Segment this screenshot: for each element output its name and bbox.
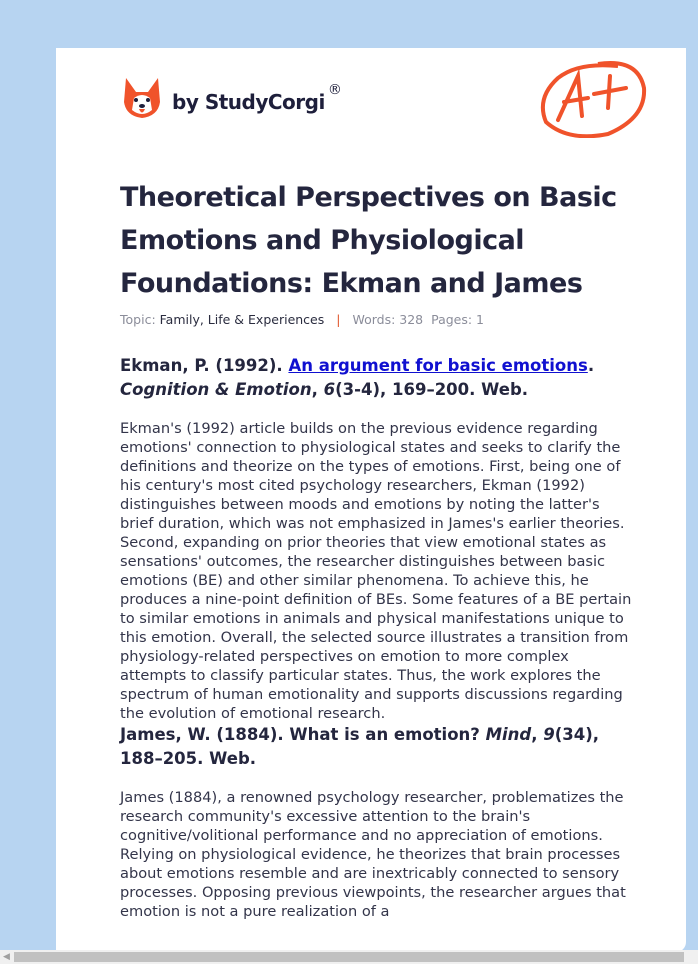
document-card: [56, 48, 686, 952]
scrollbar-thumb[interactable]: [14, 952, 684, 962]
scroll-left-icon[interactable]: ◀: [3, 951, 10, 961]
reference-link[interactable]: An argument for basic emotions: [288, 356, 588, 375]
studycorgi-logo[interactable]: [122, 76, 341, 120]
word-count: Words: 328: [352, 312, 424, 327]
topic-link[interactable]: Family, Life & Experiences: [159, 312, 325, 327]
page-count: Pages: 1: [431, 312, 485, 327]
essay-meta: [120, 312, 484, 327]
essay-content: [120, 354, 636, 921]
annotation-ekman: Ekman's (1992) article builds on the previous evidence regarding emotions' connection to physiological states and seeks to clarify the definitions and theorize on the types of emotions. First, being one of his century's most cited psychology researchers, Ekman (1992) distinguishes between moods and emotions by noting the latter's brief duration, which was not emphasized in James's earlier theories. Second, expanding on prior theories that view emotional states as sensations' outcomes, the researcher distinguishes between basic emotions (BE) and other similar phenomena. To achieve this, he produces a nine-point definition of BEs. Some features of a BE pertain to similar emotions in animals and physical manifestations unique to this emotion. Overall, the selected source illustrates a transition from physiology-related perspectives on emotion to more complex attempts to classify particular states. Thus, the work explores the spectrum of human emotionality and supports discussions regarding the evolution of emotional research.: [120, 420, 632, 722]
reference-james: James, W. (1884). What is an emotion? Mind, 9(34), 188–205. Web.: [120, 725, 600, 768]
corgi-icon: [122, 76, 162, 120]
horizontal-scrollbar[interactable]: [0, 950, 698, 964]
topic-label: Topic:: [120, 312, 156, 327]
brand-name: by StudyCorgi ®: [172, 82, 342, 114]
separator: |: [336, 312, 341, 327]
reference-ekman: Ekman, P. (1992). An argument for basic emotions. Cognition & Emotion, 6(3-4), 169–200. Web.: [120, 356, 595, 399]
annotation-james: James (1884), a renowned psychology researcher, problematizes the research community's excessive attention to the brain's cognitive/volitional performance and no appreciation of emotions. Relying on physiological evidence, he theorizes that brain processes about emotions resemble and are inextricably connected to sensory processes. Opposing previous viewpoints, the researcher argues that emotion is not a pure realization of a: [120, 789, 626, 920]
page-title: Theoretical Perspectives on Basic Emotions and Physiological Foundations: Ekman and James: [120, 182, 617, 299]
a-plus-grade-icon: [538, 58, 648, 138]
